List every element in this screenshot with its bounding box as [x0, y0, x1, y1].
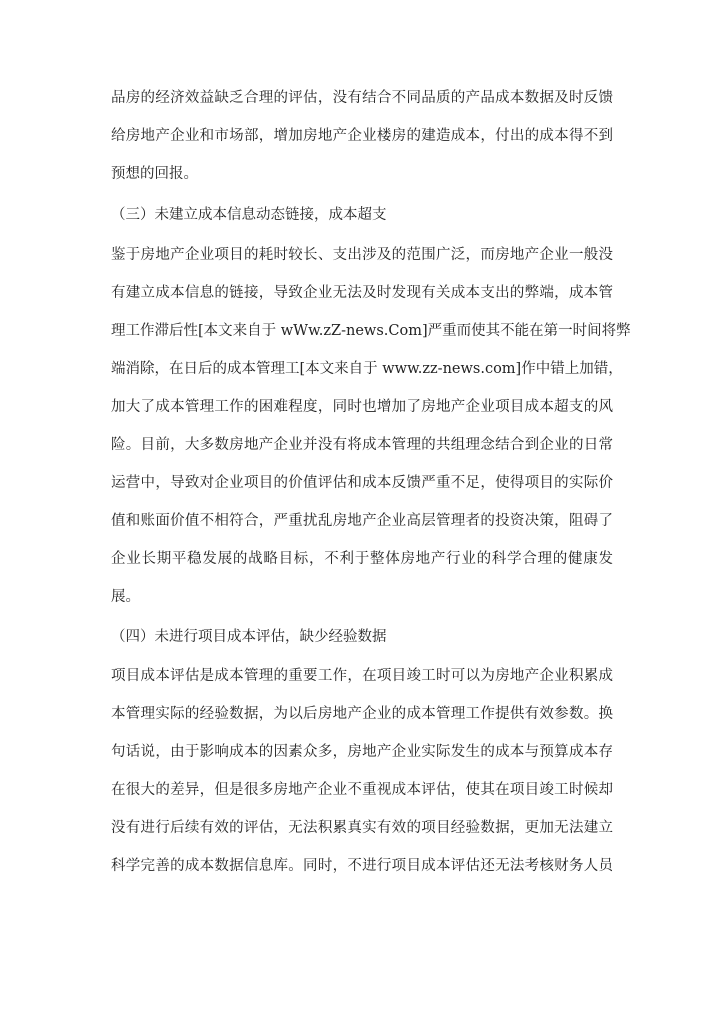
section-4-heading: （四）未进行项目成本评估，缺少经验数据 — [111, 629, 387, 645]
paragraph-line: 值和账面价值不相符合，严重扰乱房地产企业高层管理者的投资决策，阻碍了 — [111, 513, 613, 529]
paragraph-line: 没有进行后续有效的评估，无法积累真实有效的项目经验数据，更加无法建立 — [111, 820, 613, 836]
paragraph-line: 理工作滞后性[本文来自于 wWw.zZ-news.Com]严重而使其不能在第一时间将弊 — [111, 323, 631, 339]
paragraph-line: 本管理实际的经验数据，为以后房地产企业的成本管理工作提供有效参数。换 — [111, 706, 613, 722]
section-3-heading: （三）未建立成本信息动态链接，成本超支 — [111, 207, 387, 223]
paragraph-line: 预想的回报。 — [111, 166, 198, 182]
paragraph-line: 企业长期平稳发展的战略目标，不利于整体房地产行业的科学合理的健康发 — [111, 551, 613, 567]
section-4-paragraph — [111, 664, 613, 878]
intro-paragraph — [111, 86, 613, 186]
paragraph-line: 有建立成本信息的链接，导致企业无法及时发现有关成本支出的弊端，成本管 — [111, 285, 613, 301]
paragraph-line: 端消除，在日后的成本管理工[本文来自于 www.zz-news.com]作中错上加错， — [111, 361, 623, 377]
paragraph-line: 给房地产企业和市场部，增加房地产企业楼房的建造成本，付出的成本得不到 — [111, 128, 613, 144]
paragraph-line: 品房的经济效益缺乏合理的评估，没有结合不同品质的产品成本数据及时反馈 — [111, 90, 613, 106]
paragraph-line: 项目成本评估是成本管理的重要工作，在项目竣工时可以为房地产企业积累成 — [111, 668, 613, 684]
paragraph-line: 科学完善的成本数据信息库。同时，不进行项目成本评估还无法考核财务人员 — [111, 858, 613, 874]
paragraph-line: 展。 — [111, 589, 140, 605]
paragraph-line: 鉴于房地产企业项目的耗时较长、支出涉及的范围广泛，而房地产企业一般没 — [111, 247, 613, 263]
paragraph-line: 句话说，由于影响成本的因素众多，房地产企业实际发生的成本与预算成本存 — [111, 744, 613, 760]
section-3-paragraph — [111, 243, 631, 609]
paragraph-line: 险。目前，大多数房地产企业并没有将成本管理的共组理念结合到企业的日常 — [111, 437, 613, 453]
paragraph-line: 加大了成本管理工作的困难程度，同时也增加了房地产企业项目成本超支的风 — [111, 399, 613, 415]
paragraph-line: 运营中，导致对企业项目的价值评估和成本反馈严重不足，使得项目的实际价 — [111, 475, 613, 491]
paragraph-line: 在很大的差异，但是很多房地产企业不重视成本评估，使其在项目竣工时候却 — [111, 782, 613, 798]
